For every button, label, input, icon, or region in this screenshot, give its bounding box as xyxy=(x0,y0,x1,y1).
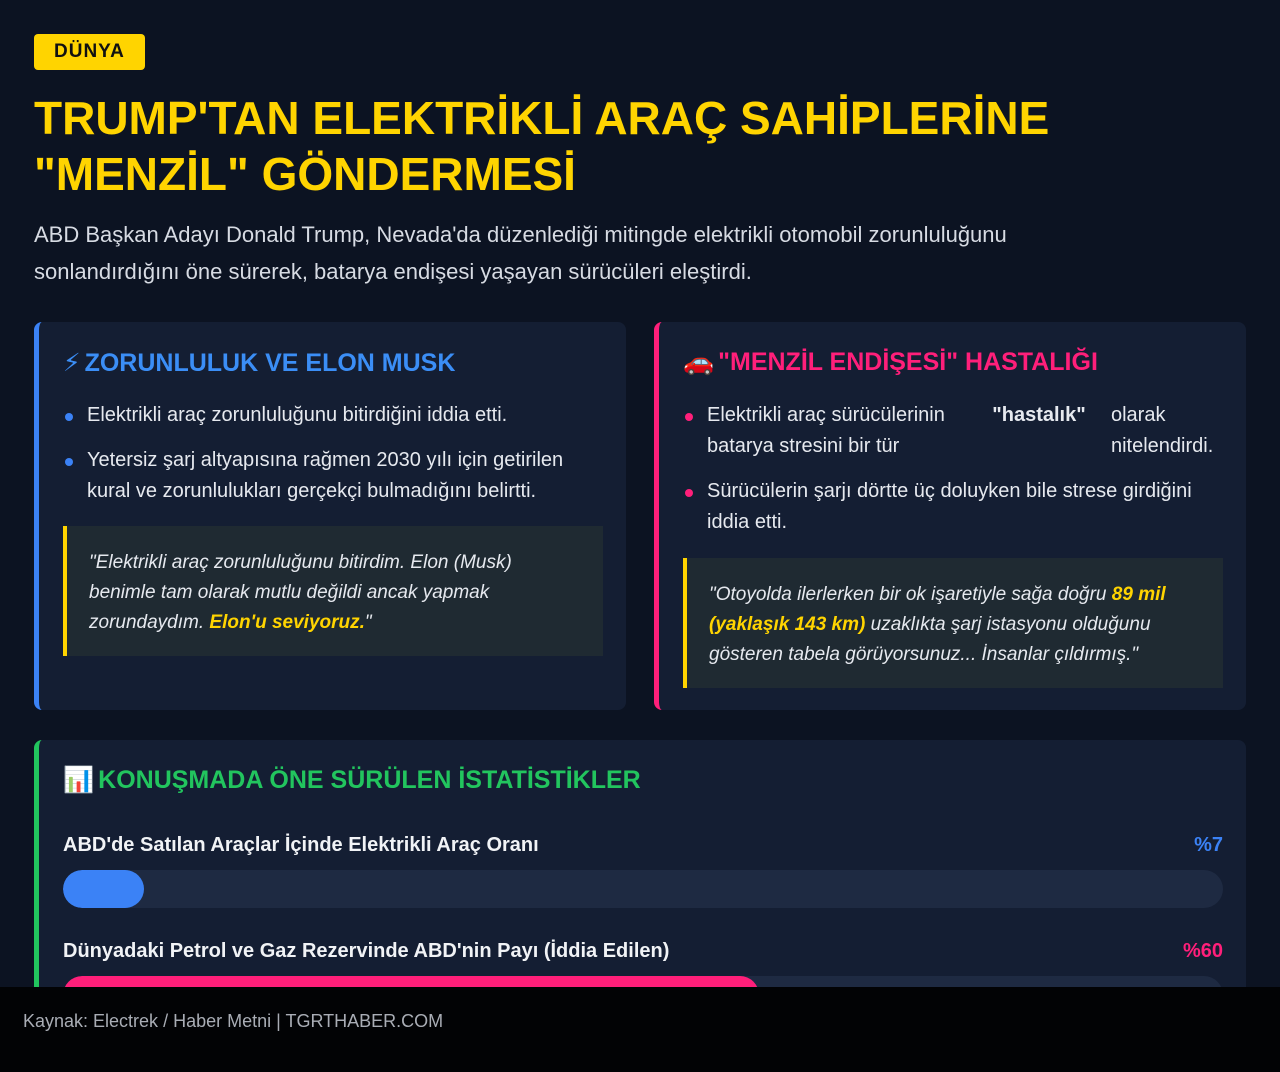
mandate-musk-heading xyxy=(63,348,455,378)
statistics-heading-text: KONUŞMADA ÖNE SÜRÜLEN İSTATİSTİKLER xyxy=(98,766,641,794)
statistics-heading xyxy=(63,766,641,795)
source-credit: Kaynak: Electrek / Haber Metni | TGRTHABER.COM xyxy=(23,1011,444,1031)
musk-quote-text: "Elektrikli araç zorunluluğunu bitirdim. Elon (Musk) benimle tam olarak mutlu değildi ancak yapmak zorundaydım. xyxy=(89,552,512,633)
article-lede: ABD Başkan Adayı Donald Trump, Nevada'da düzenlediği mitingde elektrikli otomobil zorunluluğunu sonlandırdığını öne sürerek, batarya endişesi yaşayan sürücüleri eleştirdi. xyxy=(34,222,1007,284)
musk-quote-end: " xyxy=(364,612,372,633)
list-item xyxy=(683,400,1223,462)
musk-quote xyxy=(63,526,603,656)
list-item: Elektrikli araç zorunluluğunu bitirdiğini iddia etti. xyxy=(63,400,603,431)
progress-track xyxy=(63,870,1223,908)
progress-fill xyxy=(63,870,144,908)
range-anxiety-card xyxy=(654,322,1246,710)
mandate-points-list xyxy=(63,400,603,521)
range-anxiety-heading xyxy=(683,348,1098,377)
list-item: Sürücülerin şarjı dörtte üç doluyken bile strese girdiğini iddia etti. xyxy=(683,476,1223,538)
lightning-icon: ⚡ xyxy=(63,349,81,377)
range-points-list xyxy=(683,400,1223,552)
range-quote-end: uzaklıkta şarj istasyonu olduğunu gösteren tabela görüyorsunuz... İnsanlar çıldırmış." xyxy=(709,614,1151,665)
range-quote xyxy=(683,558,1223,688)
list-item: Yetersiz şarj altyapısına rağmen 2030 yılı için getirilen kural ve zorunlulukları gerçekçi bulmadığını belirtti. xyxy=(63,445,603,507)
point1-part-c: olarak nitelendirdi. xyxy=(1110,404,1214,457)
point1-part-b: "hastalık" xyxy=(992,404,1086,426)
point1-part-a: Elektrikli araç sürücülerinin batarya stresini bir tür xyxy=(707,404,945,457)
bar-chart-icon: 📊 xyxy=(63,766,95,794)
stat-value: %60 xyxy=(1182,940,1223,962)
car-icon: 🚗 xyxy=(683,348,715,376)
article-title: TRUMP'TAN ELEKTRİKLİ ARAÇ SAHİPLERİNE "MENZİL" GÖNDERMESİ xyxy=(34,92,1050,200)
category-badge: DÜNYA xyxy=(34,34,145,70)
range-anxiety-heading-text: "MENZİL ENDİŞESİ" HASTALIĞI xyxy=(718,348,1098,376)
range-quote-text: "Otoyolda ilerlerken bir ok işaretiyle sağa doğru xyxy=(709,584,1112,605)
musk-quote-highlight: Elon'u seviyoruz. xyxy=(209,612,365,633)
stat-value: %7 xyxy=(1194,834,1223,856)
mandate-musk-heading-text: ZORUNLULUK VE ELON MUSK xyxy=(84,349,456,377)
source-footer xyxy=(0,987,1280,1072)
stat-label: ABD'de Satılan Araçlar İçinde Elektrikli Araç Oranı xyxy=(63,834,539,856)
mandate-musk-card xyxy=(34,322,626,710)
range-quote-highlight: 89 mil (yaklaşık 143 km) xyxy=(709,584,1166,635)
stat-label: Dünyadaki Petrol ve Gaz Rezervinde ABD'nin Payı (İddia Edilen) xyxy=(63,940,670,962)
